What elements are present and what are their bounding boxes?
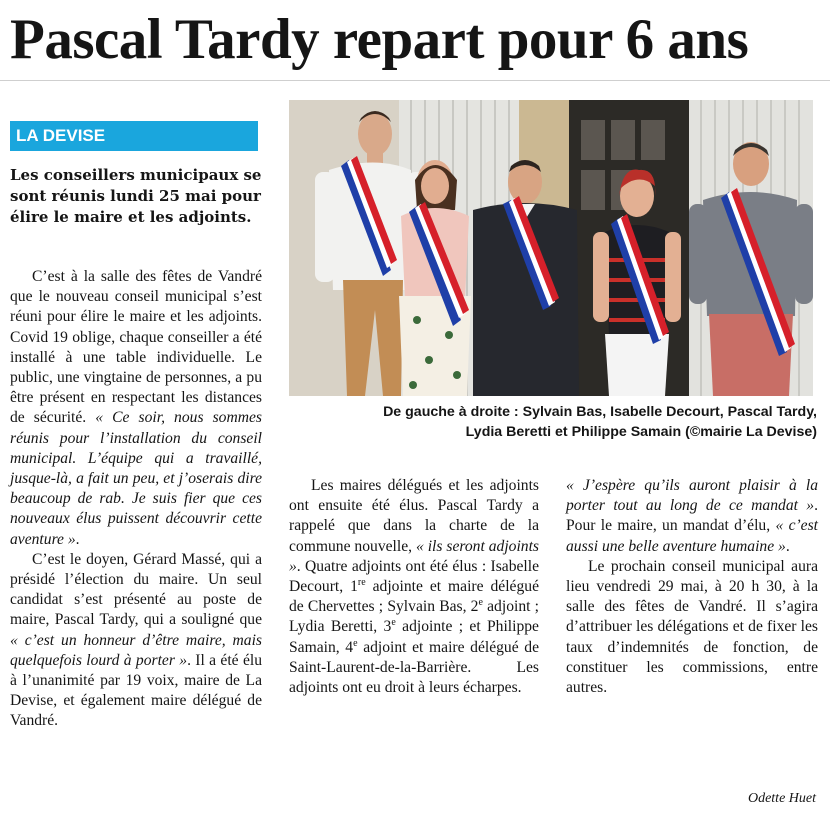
group-photo bbox=[289, 100, 813, 396]
group-photo-illustration bbox=[289, 100, 813, 396]
article-lead: Les conseillers municipaux se sont réunis lundi 25 mai pour élire le maire et les adjoints. bbox=[10, 166, 262, 226]
article-headline: Pascal Tardy repart pour 6 ans bbox=[10, 8, 749, 71]
quote-5: « c’est aussi une belle aventure humaine » bbox=[566, 517, 819, 555]
quote-4: « J’espère qu’ils auront plaisir à la porter tout au long de ce mandat » bbox=[566, 477, 818, 515]
quote-3: « ils seront adjoints » bbox=[289, 537, 539, 575]
column-2 bbox=[289, 476, 539, 698]
column-1 bbox=[10, 267, 262, 732]
photo-caption bbox=[289, 402, 817, 442]
paragraph-1: C’est à la salle des fêtes de Vandré que le nouveau conseil municipal s’est réuni pour élire le maire et les adjoints. Covid 19 oblige, chaque conseiller a été installé à une table individuelle. Le public, une vingtaine de personnes, a pu être présent en respectant les distances de sécurité. « Ce soir, nous sommes réunis pour l’installation du conseil municipal. L’équipe qui a travaillé, jusque-là, a fait un peu, et j’oserais dire beaucoup de rab. Je suis fier que ces nouveaux élus puissent découvrir cette aventure ». bbox=[10, 268, 262, 548]
header-divider bbox=[0, 80, 830, 81]
photo-caption-line-2: Lydia Beretti et Philippe Samain (©mairie La Devise) bbox=[465, 424, 817, 440]
quote-1: « Ce soir, nous sommes réunis pour l’installation du conseil municipal. L’équipe qui a travaillé, jusque-là, a fait un peu, et j’oserais dire beaucoup de rab. Je suis fier que ces nouveaux élus puissent découvrir cette aventure » bbox=[10, 409, 262, 548]
quote-2: « c’est un honneur d’être maire, mais quelquefois lourd à porter » bbox=[10, 631, 262, 669]
paragraph-4: Le prochain conseil municipal aura lieu vendredi 29 mai, à 20 h 30, à la salle des fêtes de Vandré. Il s’agira d’attribuer les délégations et de fixer les taux d’indemnités de fonction, de constituer les commissions, entre autres. bbox=[566, 557, 818, 697]
paragraph-2: C’est le doyen, Gérard Massé, qui a présidé l’élection du maire. Un seul candidat s’est présenté au poste de maire, Pascal Tardy, qui a souligné que « c’est un honneur d’être maire, mais quelquefois lourd à porter ». Il a été élu à l’unanimité par 19 voix, maire de La Devise, et également maire délégué de Vandré. bbox=[10, 550, 263, 730]
photo-caption-line-1: De gauche à droite : Sylvain Bas, Isabelle Decourt, Pascal Tardy, bbox=[383, 404, 817, 420]
article-byline: Odette Huet bbox=[747, 791, 816, 806]
paragraph-3: Les maires délégués et les adjoints ont ensuite été élus. Pascal Tardy a rappelé que dans la charte de la commune nouvelle, « ils seront adjoints ». Quatre adjoints ont été élus : Isabelle Decourt, 1re adjointe et maire délégué de Chervettes ; Sylvain Bas, 2e adjoint ; Lydia Beretti, 3e adjointe ; et Philippe Samain, 4e adjoint et maire délégué de Saint-Laurent-de-la-Barrière. Les adjoints ont eu droit à leurs écharpes. bbox=[289, 477, 539, 697]
paragraph-3-continued: « J’espère qu’ils auront plaisir à la porter tout au long de ce mandat ». Pour le maire, un mandat d’élu, « c’est aussi une belle aventure humaine ». bbox=[566, 477, 819, 555]
section-tag: LA DEVISE bbox=[10, 121, 258, 151]
column-3 bbox=[566, 476, 818, 698]
